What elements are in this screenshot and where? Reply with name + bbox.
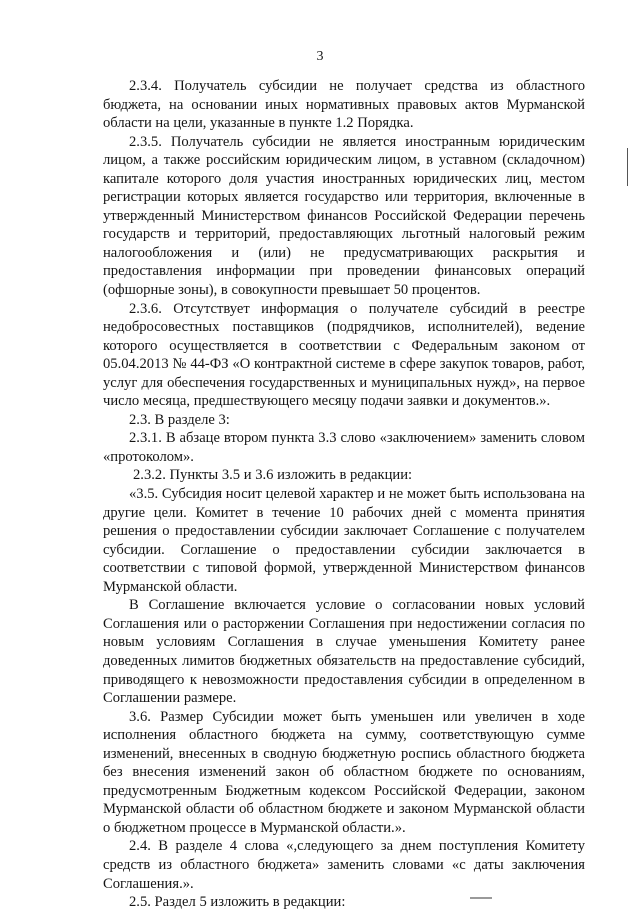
paragraph-2-3-6: 2.3.6. Отсутствует информация о получателе субсидий в реестре недобросовестных поставщиков (подрядчиков, исполнителей), ведение которого осуществляется в соответствии с Федеральным законом от 05.04.2013 № 44-ФЗ «О контрактной системе в сфере закупок товаров, работ, услуг для обеспечения государственных и муниципальных нужд», на первое число месяца, предшествующего месяцу подачи заявки и документов.». <box>103 300 585 410</box>
paragraph-2-3-4: 2.3.4. Получатель субсидии не получает средства из областного бюджета, на основании иных нормативных правовых актов Мурманской области на цели, указанные в пункте 1.2 Порядка. <box>103 78 585 132</box>
page-number: 3 <box>316 49 324 64</box>
scan-artifact <box>470 897 492 899</box>
document-body <box>103 77 585 912</box>
paragraph-2-3-5: 2.3.5. Получатель субсидии не является иностранным юридическим лицом, а также российским юридическим лицом, в уставном (складочном) капитале которого доля участия иностранных юридических лиц, местом регистрации которых является государство или территория, включенные в утвержденный Министерством финансов Российской Федерации перечень государств и территорий, предоставляющих льготный налоговый режим налогообложения и (или) не предусматривающих раскрытия и предоставления информации при проведении финансовых операций (офшорные зоны), в совокупности превышает 50 процентов. <box>103 133 585 299</box>
margin-line-mark <box>627 148 628 186</box>
paragraph-2-3-heading: 2.3. В разделе 3: <box>129 411 230 428</box>
paragraph-2-3-1: 2.3.1. В абзаце втором пункта 3.3 слово «заключением» заменить словом «протоколом». <box>103 430 585 465</box>
paragraph-2-5: 2.5. Раздел 5 изложить в редакции: <box>129 894 346 911</box>
paragraph-2-3-2: 2.3.2. Пункты 3.5 и 3.6 изложить в редакции: <box>133 467 413 484</box>
paragraph-3-6: 3.6. Размер Субсидии может быть уменьшен или увеличен в ходе исполнения областного бюджета на сумму, соответствующую сумме изменений, внесенных в сводную бюджетную роспись областного бюджета без внесения изменений закон об областном бюджете по основаниям, предусмотренным Бюджетным кодексом Российской Федерации, законом Мурманской области об областном бюджете и законом Мурманской области о бюджетном процессе в Мурманской области.». <box>103 708 585 836</box>
paragraph-2-4: 2.4. В разделе 4 слова «,следующего за днем поступления Комитету средств из областного бюджета» заменить словами «с даты заключения Соглашения.». <box>103 838 585 892</box>
paragraph-3-5: «3.5. Субсидия носит целевой характер и не может быть использована на другие цели. Комитет в течение 10 рабочих дней с момента принятия решения о предоставлении субсидии заключает Соглашение с получателем субсидии. Соглашение о предоставлении субсидии заключается в соответствии с типовой формой, утвержденной Министерством финансов Мурманской области. <box>103 486 585 595</box>
paragraph-agreement-conditions: В Соглашение включается условие о согласовании новых условий Соглашения или о расторжении Соглашения при недостижении согласия по новым условиям Соглашения в случае уменьшения Комитету ранее доведенных лимитов бюджетных обязательств на предоставление субсидий, приводящего к невозможности предоставления субсидии в определенном в Соглашении размере. <box>103 597 585 707</box>
